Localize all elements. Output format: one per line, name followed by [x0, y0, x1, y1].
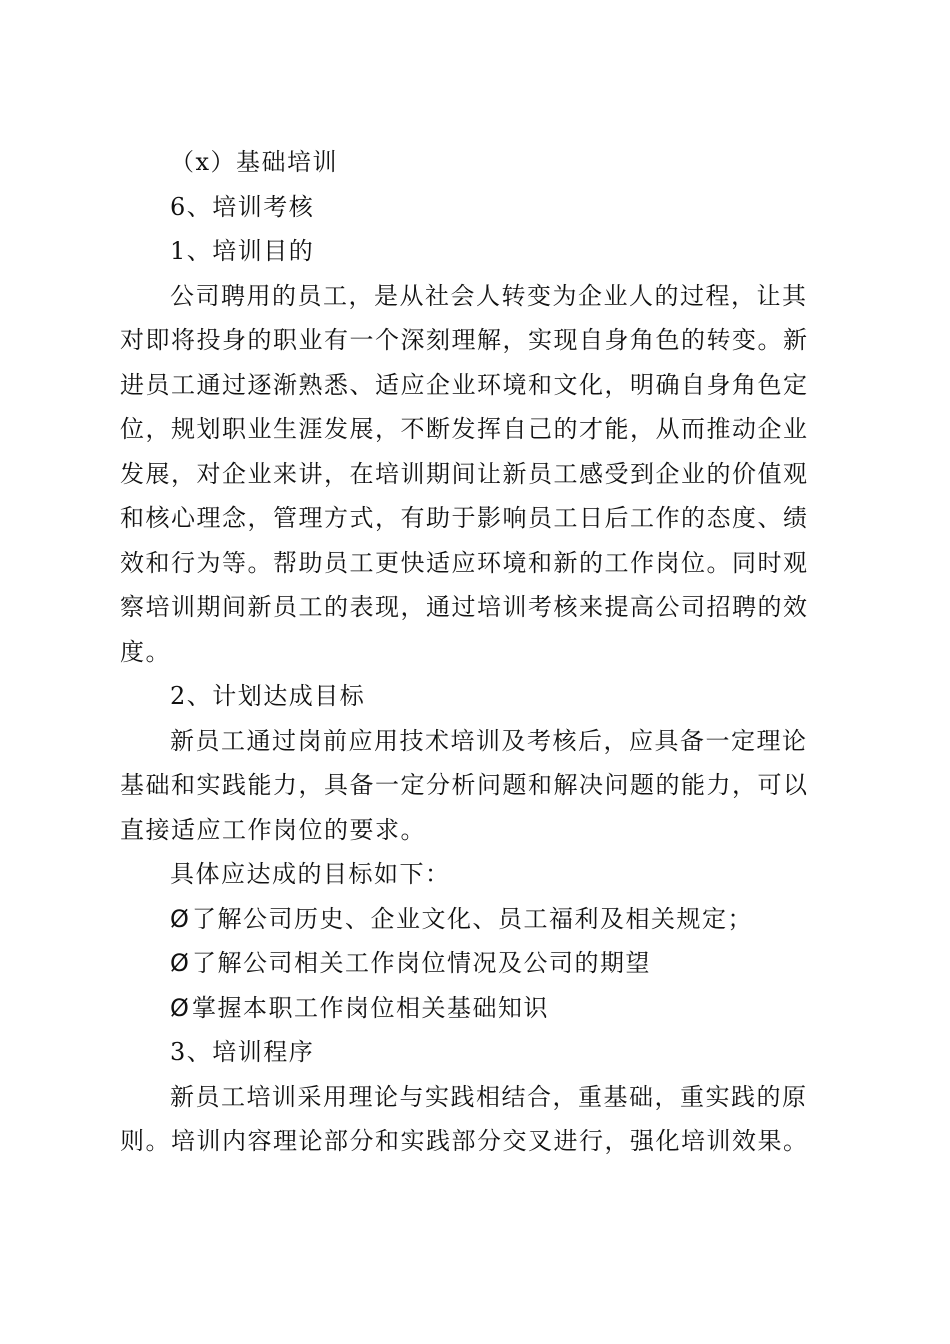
- purpose-line: 对即将投身的职业有一个深刻理解，实现自身角色的转变。新: [120, 326, 809, 354]
- heading-training-purpose: 1、培训目的: [170, 237, 315, 265]
- goal-item-text: 了解公司相关工作岗位情况及公司的期望: [192, 949, 651, 977]
- goals-intro: 具体应达成的目标如下：: [170, 860, 451, 888]
- goal-line: 直接适应工作岗位的要求。: [120, 815, 426, 844]
- goal-item: [120, 941, 828, 986]
- goal-item-text: 掌握本职工作岗位相关基础知识: [192, 993, 549, 1022]
- purpose-line: 公司聘用的员工，是从社会人转变为企业人的过程，让其: [170, 281, 808, 310]
- heading-basic-training: （x）基础培训: [170, 148, 339, 176]
- goal-line: 新员工通过岗前应用技术培训及考核后，应具备一定理论: [170, 726, 808, 755]
- goal-item: [120, 986, 828, 1031]
- bullet-icon: Ø: [170, 904, 191, 933]
- goal-paragraph: [120, 719, 828, 853]
- bullet-icon: Ø: [170, 949, 191, 977]
- heading-training-assessment: 6、培训考核: [170, 192, 315, 221]
- purpose-line: 发展，对企业来讲，在培训期间让新员工感受到企业的价值观: [120, 459, 809, 488]
- goal-line: 基础和实践能力，具备一定分析问题和解决问题的能力，可以: [120, 771, 809, 799]
- heading-training-procedure: 3、培训程序: [170, 1038, 315, 1066]
- purpose-line: 进员工通过逐渐熟悉、适应企业环境和文化，明确自身角色定: [120, 370, 809, 399]
- procedure-line: 则。培训内容理论部分和实践部分交叉进行，强化培训效果。: [120, 1127, 809, 1155]
- procedure-line: 新员工培训采用理论与实践相结合，重基础，重实践的原: [170, 1082, 808, 1111]
- heading-plan-goal: 2、计划达成目标: [170, 682, 366, 710]
- bullet-icon: Ø: [170, 993, 191, 1022]
- purpose-paragraph: [120, 274, 828, 675]
- purpose-line: 和核心理念，管理方式，有助于影响员工日后工作的态度、绩: [120, 504, 809, 532]
- purpose-line: 度。: [120, 637, 171, 666]
- goals-list: [120, 897, 828, 1031]
- purpose-line: 效和行为等。帮助员工更快适应环境和新的工作岗位。同时观: [120, 548, 809, 577]
- procedure-paragraph: [120, 1075, 828, 1164]
- purpose-line: 位，规划职业生涯发展，不断发挥自己的才能，从而推动企业: [120, 415, 809, 443]
- goal-item: [120, 897, 828, 942]
- document-body: [120, 140, 828, 1164]
- goal-item-text: 了解公司历史、企业文化、员工福利及相关规定；: [192, 904, 753, 933]
- purpose-line: 察培训期间新员工的表现，通过培训考核来提高公司招聘的效: [120, 593, 809, 621]
